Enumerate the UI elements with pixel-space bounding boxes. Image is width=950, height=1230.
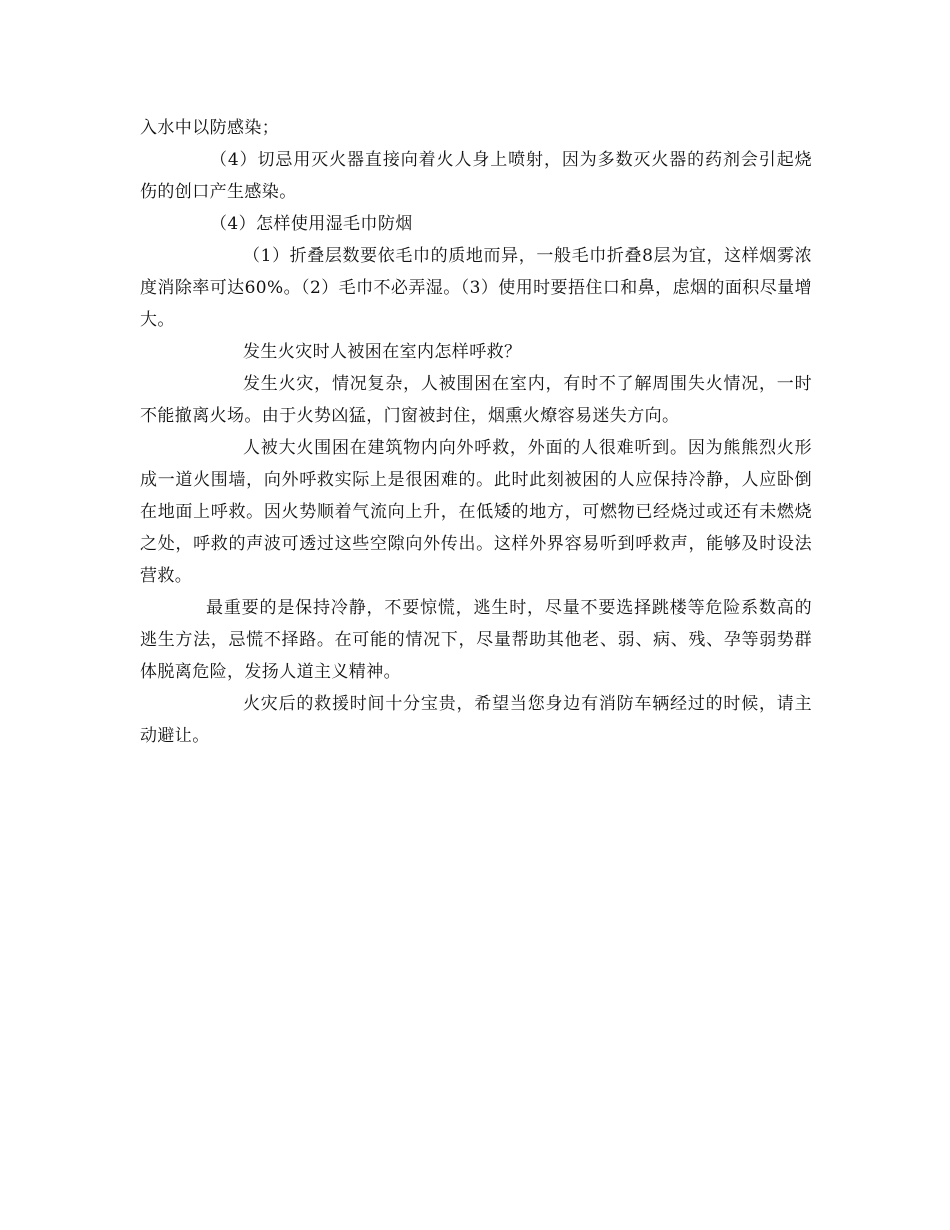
paragraph-continuation: 入水中以防感染； bbox=[140, 118, 280, 138]
paragraph-stay-calm: 最重要的是保持冷静，不要惊慌，逃生时，尽量不要选择跳楼等危险系数高的逃生方法，忌慌不择路。在可能的情况下，尽量帮助其他老、弱、病、残、孕等弱势群体脱离危险，发扬人道主义精神。 bbox=[140, 598, 812, 682]
section-heading-wet-towel: （4）怎样使用湿毛巾防烟 bbox=[210, 214, 413, 234]
document-body bbox=[140, 112, 812, 752]
paragraph-fire-situation: 发生火灾，情况复杂，人被围困在室内，有时不了解周围失火情况，一时不能撤离火场。由于火势凶猛，门窗被封住，烟熏火燎容易迷失方向。 bbox=[140, 374, 812, 426]
paragraph-towel-instructions: （1）折叠层数要依毛巾的质地而异，一般毛巾折叠8层为宜，这样烟雾浓度消除率可达60%。（2）毛巾不必弄湿。（3）使用时要捂住口和鼻，虑烟的面积尽量增大。 bbox=[140, 246, 812, 330]
section-heading-call-for-help: 发生火灾时人被困在室内怎样呼救？ bbox=[243, 342, 522, 362]
paragraph-extinguisher-warning: （4）切忌用灭火器直接向着火人身上喷射，因为多数灭火器的药剂会引起烧伤的创口产生感染。 bbox=[140, 150, 812, 202]
paragraph-yield-to-fire-trucks: 火灾后的救援时间十分宝贵，希望当您身边有消防车辆经过的时候，请主动避让。 bbox=[140, 694, 812, 746]
paragraph-calling-for-help: 人被大火围困在建筑物内向外呼救，外面的人很难听到。因为熊熊烈火形成一道火围墙，向外呼救实际上是很困难的。此时此刻被困的人应保持冷静，人应卧倒在地面上呼救。因火势顺着气流向上升，在低矮的地方，可燃物已经烧过或还有未燃烧之处，呼救的声波可透过这些空隙向外传出。这样外界容易听到呼救声，能够及时设法营救。 bbox=[140, 438, 812, 586]
